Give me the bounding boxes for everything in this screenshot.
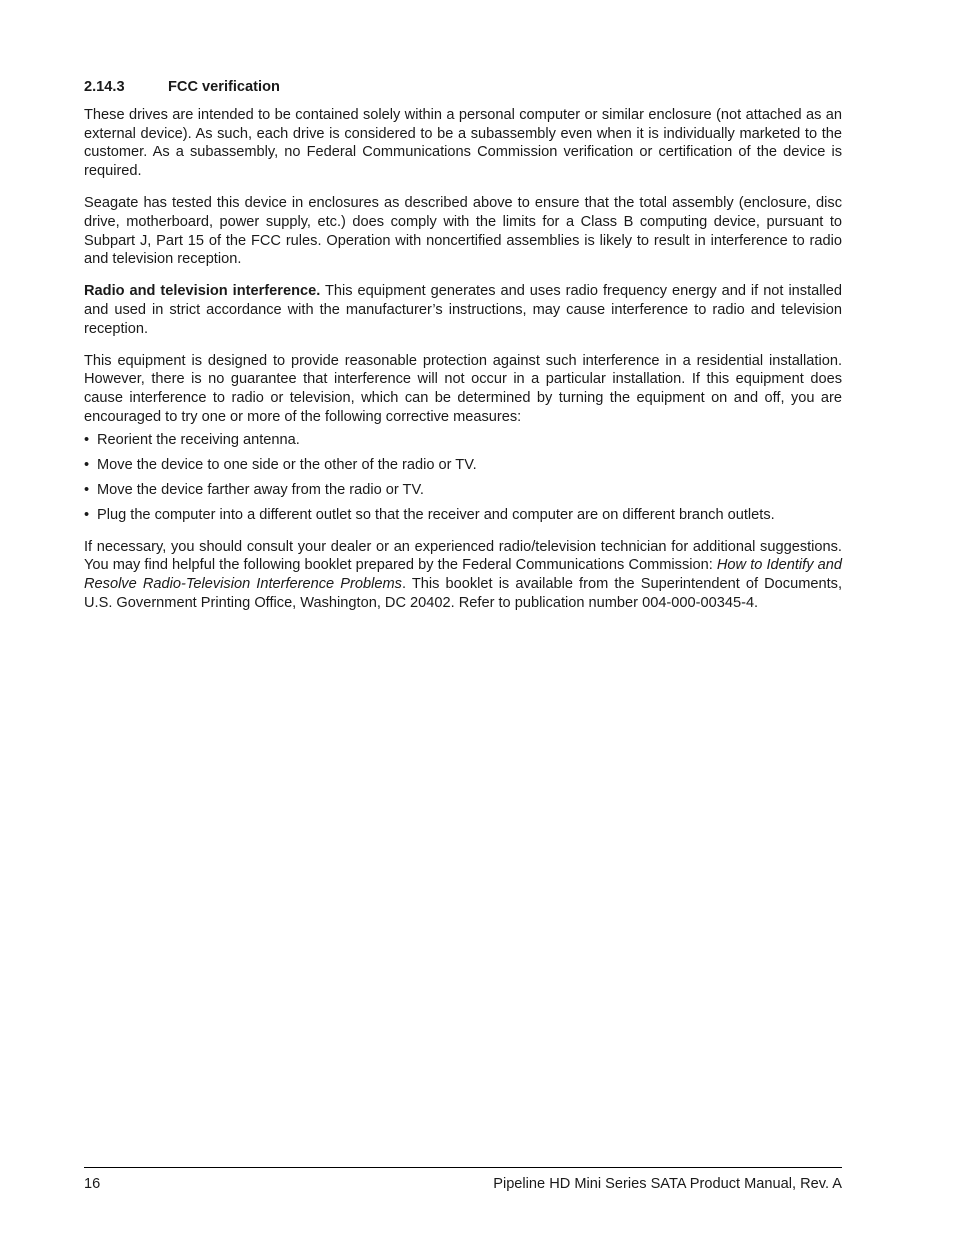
paragraph-reasonable-protection: This equipment is designed to provide reasonable protection against such interference in a residential installation. However, there is no guarantee that interference will not occur in a particular installation. If this equipment does cause interference to radio or television, which can be determined by turning the equipment on and off, you are encouraged to try one or more of the following corrective measures: [84, 352, 842, 425]
page-footer [84, 1176, 842, 1192]
list-item [84, 456, 842, 475]
paragraph-consult-dealer [84, 538, 842, 613]
corrective-measures-list [84, 431, 842, 525]
footer-divider [84, 1167, 842, 1168]
list-item [84, 506, 842, 525]
paragraph-drives-subassembly: These drives are intended to be contained solely within a personal computer or similar enclosure (not attached as an external device). As such, each drive is considered to be a subassembly even when it is individually marketed to the customer. As a subassembly, no Federal Communications Commission verification or certification of the device is required. [84, 106, 842, 180]
bullet-icon: • [84, 431, 90, 448]
bullet-icon: • [84, 506, 90, 523]
paragraph-radio-tv-interference [84, 282, 842, 338]
list-item-text: Move the device farther away from the radio or TV. [97, 481, 424, 498]
list-item [84, 481, 842, 500]
section-number: 2.14.3 [84, 79, 125, 95]
bullet-icon: • [84, 481, 90, 498]
section-heading [84, 78, 842, 97]
document-title: Pipeline HD Mini Series SATA Product Manual, Rev. A [493, 1176, 842, 1192]
list-item-text: Move the device to one side or the other of the radio or TV. [97, 456, 477, 473]
list-item-text: Reorient the receiving antenna. [97, 431, 300, 448]
paragraph-text: . This booklet is available from the Superintendent of Documents, U.S. Government Printing Office, Washington, DC 20402. Refer to publication number 004-000-00345-4. [84, 576, 842, 611]
page-content [84, 78, 842, 626]
paragraph-seagate-tested: Seagate has tested this device in enclosures as described above to ensure that the total assembly (enclosure, disc drive, motherboard, power supply, etc.) does comply with the limits for a Class B computing device, pursuant to Subpart J, Part 15 of the FCC rules. Operation with noncertified assemblies is likely to result in interference to radio and television reception. [84, 194, 842, 268]
page-number: 16 [84, 1176, 101, 1192]
booklet-title: How to Identify and Resolve Radio-Television Interference Problems [84, 557, 842, 593]
list-item-text: Plug the computer into a different outlet so that the receiver and computer are on different branch outlets. [97, 506, 775, 523]
bullet-icon: • [84, 456, 90, 473]
paragraph-text: If necessary, you should consult your dealer or an experienced radio/television technician for additional suggestions. You may find helpful the following booklet prepared by the Federal Communications Commission: [84, 538, 842, 574]
paragraph-body: This equipment generates and uses radio frequency energy and if not installed and used in strict accordance with the manufacturer’s instructions, may cause interference to radio and television reception. [84, 283, 842, 337]
list-item [84, 431, 842, 450]
paragraph-lead-bold: Radio and television interference. [84, 283, 321, 300]
section-title: FCC verification [168, 79, 280, 95]
